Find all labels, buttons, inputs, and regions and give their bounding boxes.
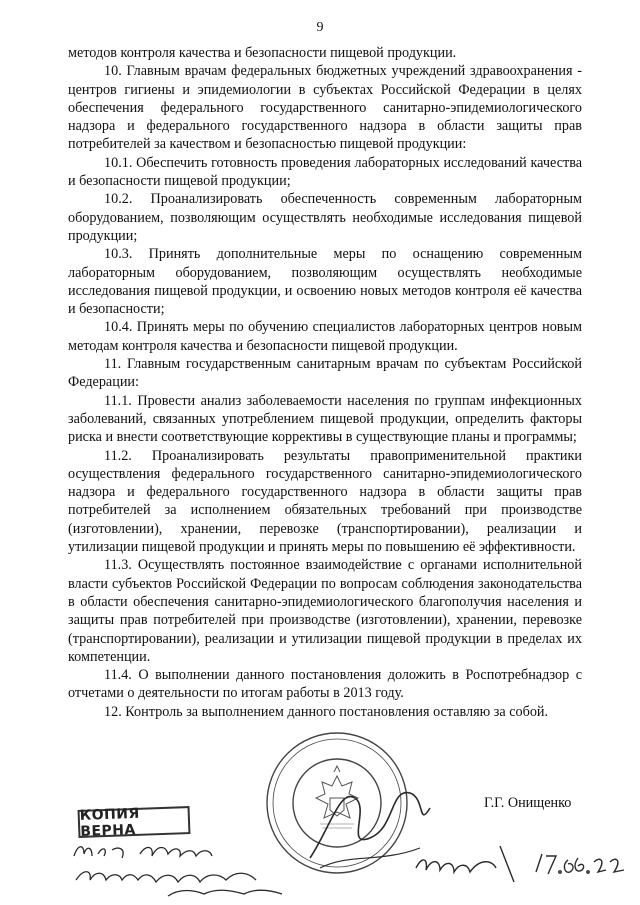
handwritten-date <box>532 842 628 886</box>
copy-certified-stamp: КОПИЯ ВЕРНА <box>78 806 191 838</box>
signatory-name: Г.Г. Онищенко <box>484 795 572 811</box>
page-number: 9 <box>316 20 324 35</box>
document-body <box>68 44 582 721</box>
paragraph: 11.3. Осуществлять постоянное взаимодействие с органами исполнительной власти субъектов Российской Федерации по вопросам соблюдения законодательства в области обеспечения санитарно-эпидемиологического благополучия населения и защиты прав потребителей при производстве (изготовлении), хранении, перевозке (транспортировании), реализации и утилизации пищевой продукции в пределах их компетенции. <box>68 557 582 665</box>
paragraph: методов контроля качества и безопасности пищевой продукции. <box>68 45 457 61</box>
paragraph: 10.3. Принять дополнительные меры по оснащению современным лабораторным оборудованием, позволяющим осуществлять необходимые исследования пищевой продукции, и освоению новых методов контроля её качества и безопасности; <box>68 246 582 318</box>
paragraph: 11.1. Провести анализ заболеваемости населения по группам инфекционных заболеваний, связанных употреблением пищевой продукции, определить факторы риска и внести соответствующие коррективы в существующие планы и программы; <box>68 392 582 446</box>
paragraph: 12. Контроль за выполнением данного постановления оставляю за собой. <box>104 703 549 720</box>
paragraph: 10.2. Проанализировать обеспеченность современным лабораторным оборудованием, позволяющим осуществлять необходимые исследования пищевой продукции; <box>68 191 582 244</box>
handwritten-initials <box>410 838 520 888</box>
paragraph: 11.4. О выполнении данного постановления доложить в Роспотребнадзор с отчетами о деятельности по итогам работы в 2013 году. <box>68 667 582 702</box>
paragraph: 10. Главным врачам федеральных бюджетных учреждений здравоохранения - центров гигиены и эпидемиологии в субъектах Российской Федерации в целях обеспечения федерального государственного санитарно-эпидемиологического надзора и федерального государственного надзора в области защиты прав потребителей за качеством и безопасностью пищевой продукции: <box>68 63 582 153</box>
paragraph: 10.4. Принять меры по обучению специалистов лабораторных центров новым методам контроля качества и безопасности пищевой продукции. <box>68 319 582 354</box>
paragraph: 11. Главным государственным санитарным врачам по субъектам Российской Федерации: <box>68 356 582 391</box>
paragraph: 10.1. Обеспечить готовность проведения лабораторных исследований качества и безопасности пищевой продукции; <box>68 154 582 190</box>
paragraph: 11.2. Проанализировать результаты правоприменительной практики осуществления федерального государственного санитарно-эпидемиологического надзора и федерального государственного надзора в области защиты прав потребителей за исполнением обязательных требований при производстве (изготовлении), хранении, перевозке (транспортировании), реализации и утилизации пищевой продукции и принять меры по повышению её эффективности. <box>68 447 582 556</box>
handwritten-note <box>70 836 300 898</box>
